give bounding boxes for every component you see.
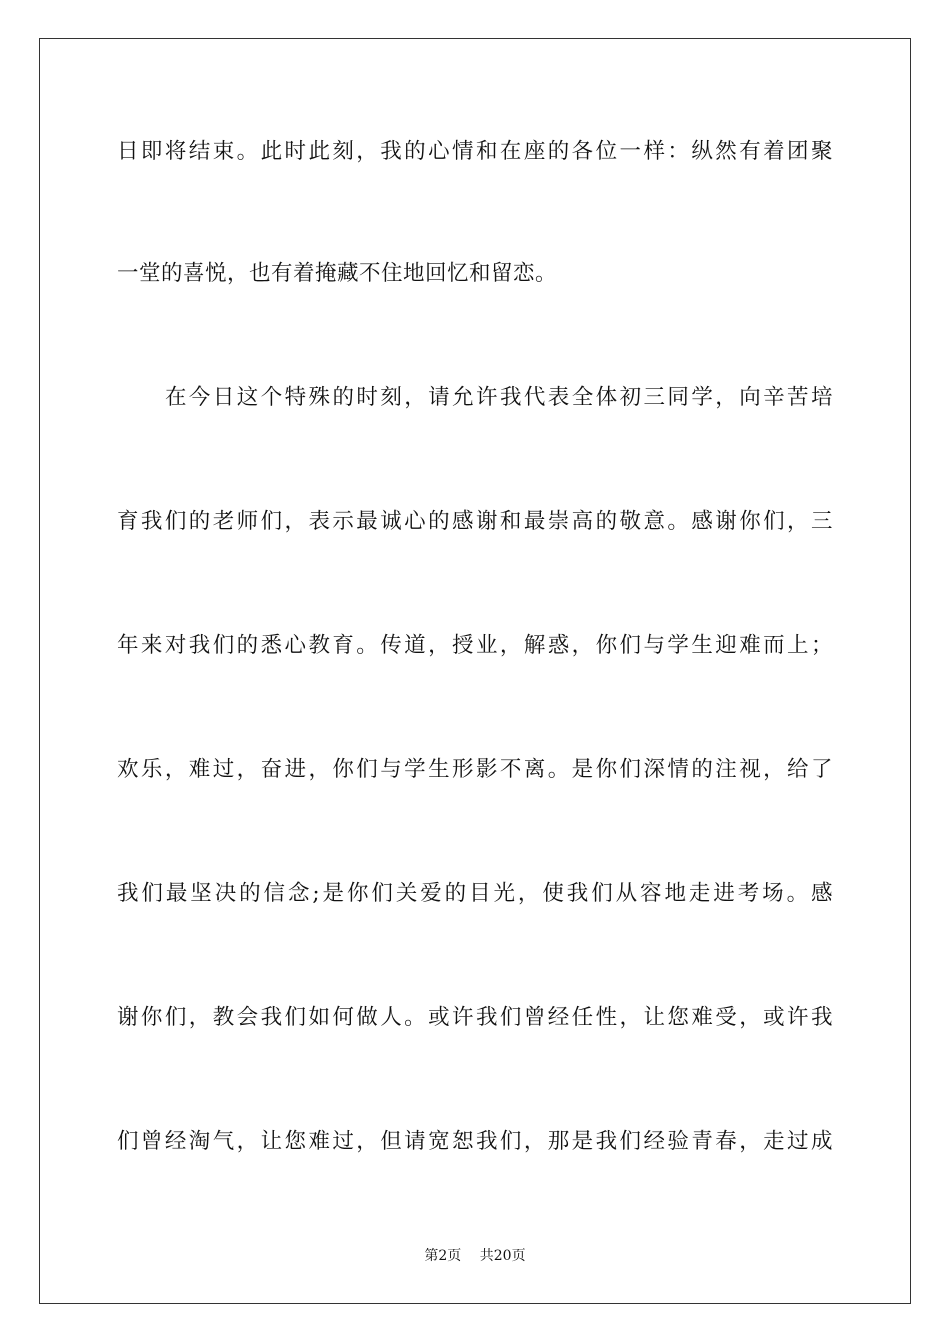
text-line: 年来对我们的悉心教育。传道，授业，解惑，你们与学生迎难而上； [117,633,833,658]
text-line: 在今日这个特殊的时刻，请允许我代表全体初三同学，向辛苦培 [165,385,833,410]
page-number: 第2页 [424,1248,462,1264]
text-line: 们曾经淘气，让您难过，但请宽恕我们，那是我们经验青春，走过成 [117,1129,833,1154]
text-line: 欢乐，难过，奋进，你们与学生形影不离。是你们深情的注视，给了 [117,757,833,782]
page-border [39,38,911,1304]
text-line: 一堂的喜悦，也有着掩藏不住地回忆和留恋。 [117,261,558,286]
text-line: 我们最坚决的信念;是你们关爱的目光，使我们从容地走进考场。感 [117,881,833,906]
page-footer [0,1246,950,1266]
text-line: 育我们的老师们，表示最诚心的感谢和最崇高的敬意。感谢你们，三 [117,509,833,534]
text-line: 谢你们，教会我们如何做人。或许我们曾经任性，让您难受，或许我 [117,1005,833,1030]
text-line: 日即将结束。此时此刻，我的心情和在座的各位一样：纵然有着团聚 [117,139,833,164]
page-total: 共20页 [479,1248,526,1264]
